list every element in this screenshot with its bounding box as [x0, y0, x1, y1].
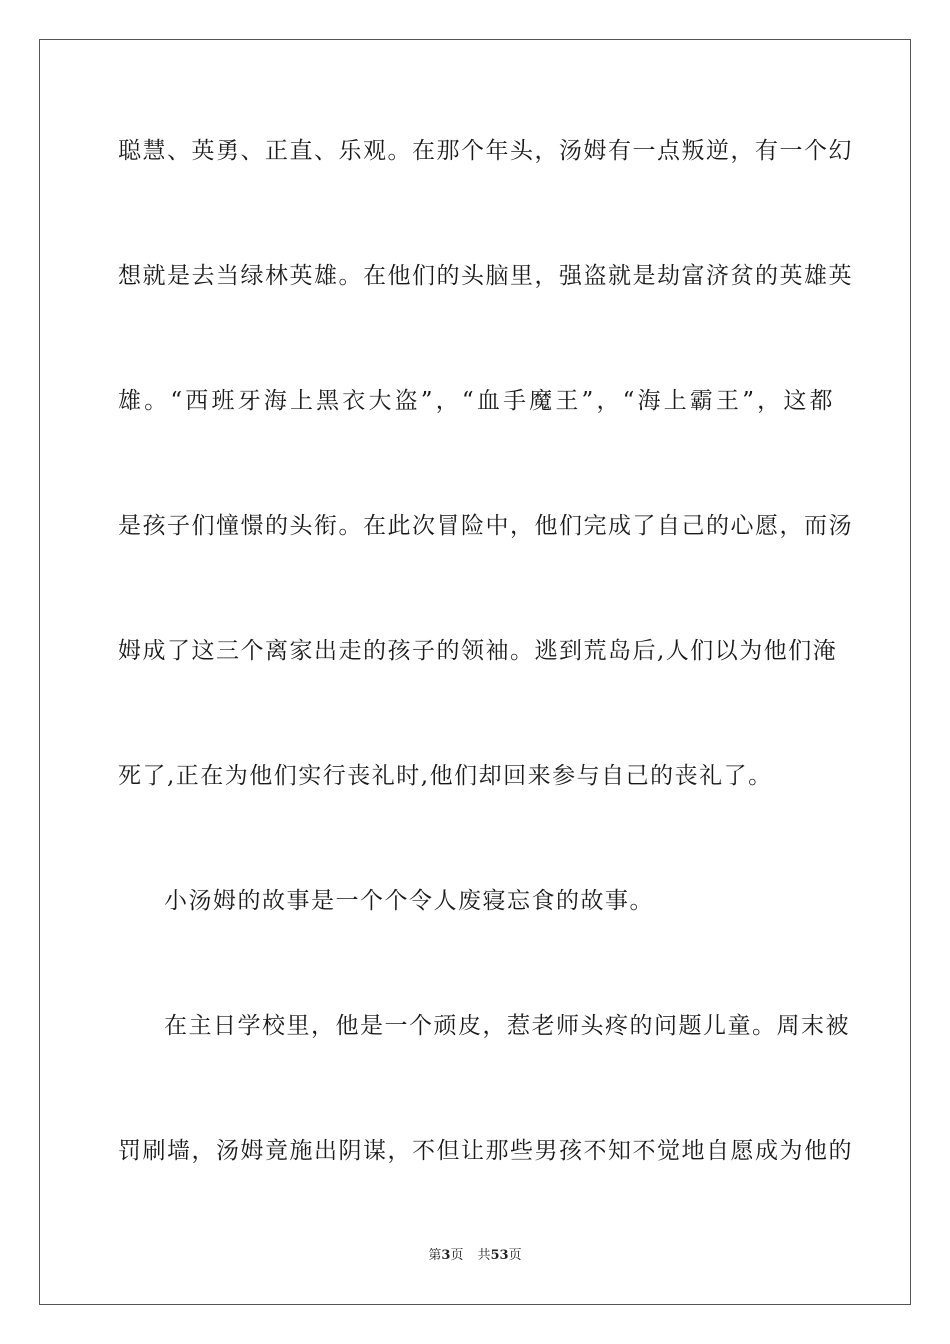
footer-total-pages: 53 — [490, 1248, 509, 1263]
footer-page-number: 3 — [441, 1248, 451, 1263]
text-line-2: 想就是去当绿林英雄。在他们的头脑里，强盗就是劫富济贫的英雄英 — [118, 263, 853, 289]
text-line-8: 在主日学校里，他是一个顽皮，惹老师头疼的问题儿童。周末被 — [164, 1013, 850, 1039]
footer-total-suffix: 页 — [508, 1248, 522, 1263]
text-line-9: 罚刷墙，汤姆竟施出阴谋，不但让那些男孩不知不觉地自愿成为他的 — [118, 1138, 853, 1164]
footer-page-suffix: 页 — [450, 1248, 464, 1263]
footer-page-prefix: 第 — [428, 1248, 442, 1263]
text-line-3: 雄。“西班牙海上黑衣大盗”，“血手魔王”，“海上霸王”，这都 — [118, 388, 834, 414]
text-line-6: 死了,正在为他们实行丧礼时,他们却回来参与自己的丧礼了。 — [118, 763, 773, 789]
page-border — [39, 39, 911, 1305]
page-footer — [0, 1247, 950, 1265]
text-line-4: 是孩子们憧憬的头衔。在此次冒险中，他们完成了自己的心愿，而汤 — [118, 513, 853, 539]
text-line-5: 姆成了这三个离家出走的孩子的领袖。逃到荒岛后,人们以为他们淹 — [118, 638, 838, 664]
footer-total-prefix: 共 — [477, 1248, 491, 1263]
text-line-1: 聪慧、英勇、正直、乐观。在那个年头，汤姆有一点叛逆，有一个幻 — [118, 138, 853, 164]
text-line-7: 小汤姆的故事是一个个令人废寝忘食的故事。 — [164, 888, 654, 914]
